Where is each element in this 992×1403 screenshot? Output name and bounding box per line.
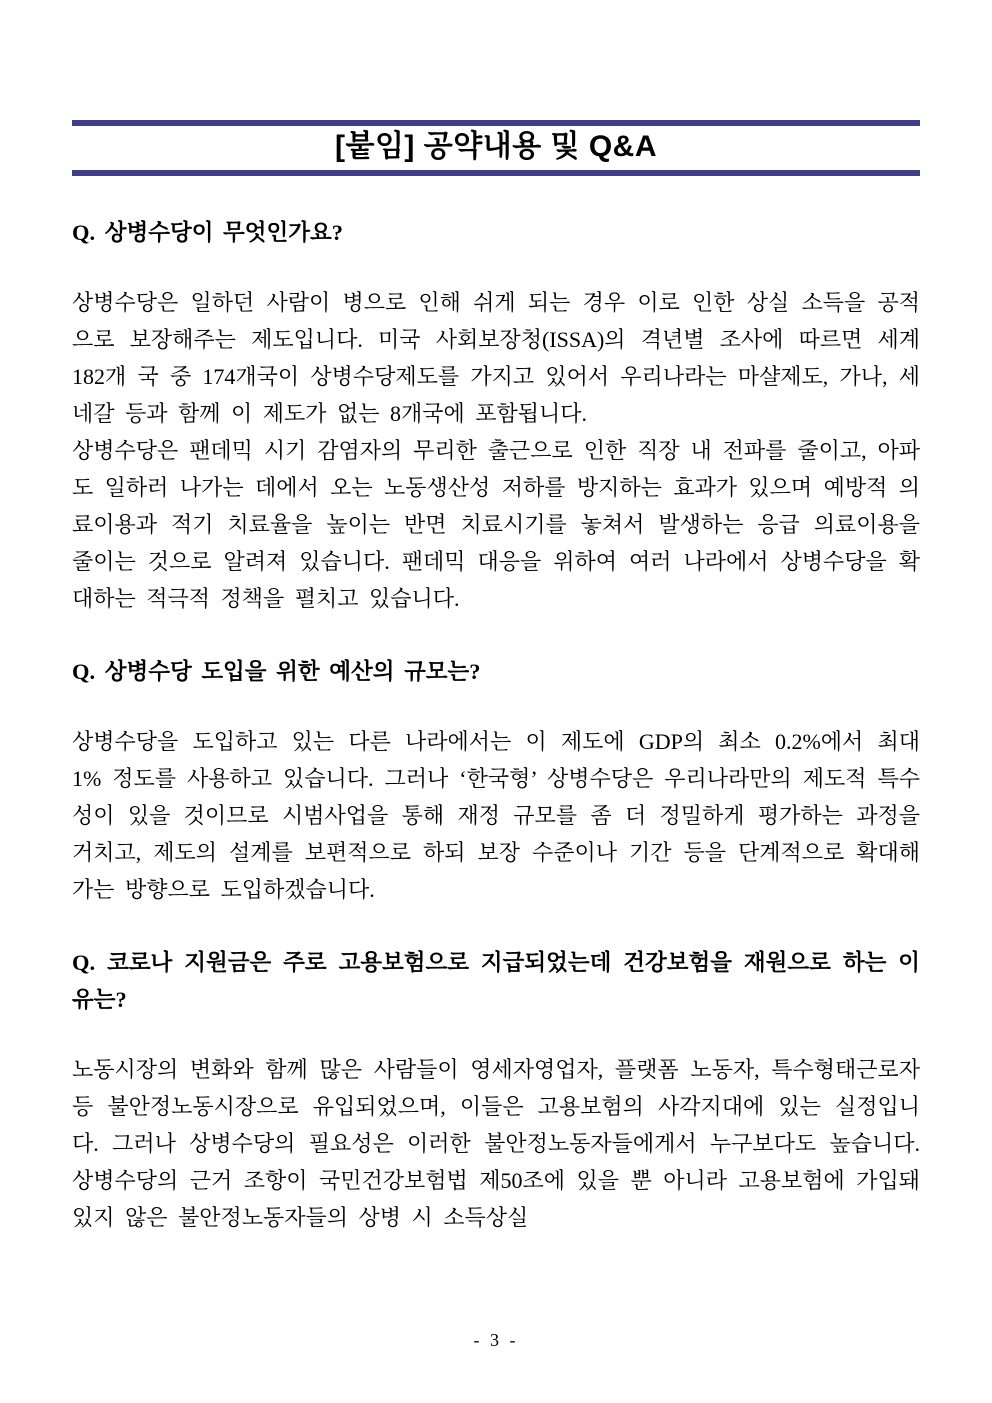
- attachment-title-banner: [72, 120, 920, 176]
- answer-block: [72, 1051, 920, 1236]
- answer-paragraph: 노동시장의 변화와 함께 많은 사람들이 영세자영업자, 플랫폼 노동자, 특수형태근로자 등 불안정노동시장으로 유입되었으며, 이들은 고용보험의 사각지대에 있는 실정입니다. 그러나 상병수당의 필요성은 이러한 불안정노동자들에게서 누구보다도 높습니다. 상병수당의 근거 조항이 국민건강보험법 제50조에 있을 뿐 아니라 고용보험에 가입돼 있지 않은 불안정노동자들의 상병 시 소득상실: [72, 1057, 920, 1230]
- page-footer: [0, 1330, 992, 1351]
- answer-paragraph: 상병수당을 도입하고 있는 다른 나라에서는 이 제도에 GDP의 최소 0.2%에서 최대 1% 정도를 사용하고 있습니다. 그러나 ‘한국형’ 상병수당은 우리나라만의 제도적 특수성이 있을 것이므로 시범사업을 통해 재정 규모를 좀 더 정밀하게 평가하는 과정을 거치고, 제도의 설계를 보편적으로 하되 보장 수준이나 기간 등을 단계적으로 확대해 가는 방향으로 도입하겠습니다.: [72, 729, 920, 902]
- question-heading: Q. 코로나 지원금은 주로 고용보험으로 지급되었는데 건강보험을 재원으로 하는 이유는?: [72, 950, 920, 1012]
- qa-section-what-is-sick-pay: [72, 214, 920, 617]
- page-title: [붙임] 공약내용 및 Q&A: [334, 130, 657, 163]
- answer-block: [72, 284, 920, 617]
- answer-block: [72, 723, 920, 908]
- answer-paragraph: 상병수당은 일하던 사람이 병으로 인해 쉬게 되는 경우 이로 인한 상실 소득을 공적으로 보장해주는 제도입니다. 미국 사회보장청(ISSA)의 격년별 조사에 따르면 세계 182개 국 중 174개국이 상병수당제도를 가지고 있어서 우리나라는 마샬제도, 가나, 세네갈 등과 함께 이 제도가 없는 8개국에 포함됩니다.: [72, 290, 920, 426]
- page-number: - 3 -: [473, 1330, 519, 1350]
- answer-paragraph: 상병수당은 팬데믹 시기 감염자의 무리한 출근으로 인한 직장 내 전파를 줄이고, 아파도 일하러 나가는 데에서 오는 노동생산성 저하를 방지하는 효과가 있으며 예방적 의료이용과 적기 치료율을 높이는 반면 치료시기를 놓쳐서 발생하는 응급 의료이용을 줄이는 것으로 알려져 있습니다. 팬데믹 대응을 위하여 여러 나라에서 상병수당을 확대하는 적극적 정책을 펼치고 있습니다.: [72, 438, 920, 611]
- question-heading: Q. 상병수당이 무엇인가요?: [72, 220, 343, 245]
- qa-section-health-insurance-funding: [72, 944, 920, 1236]
- qa-section-budget-scale: [72, 653, 920, 908]
- question-heading: Q. 상병수당 도입을 위한 예산의 규모는?: [72, 659, 481, 684]
- qa-content: [72, 214, 920, 1236]
